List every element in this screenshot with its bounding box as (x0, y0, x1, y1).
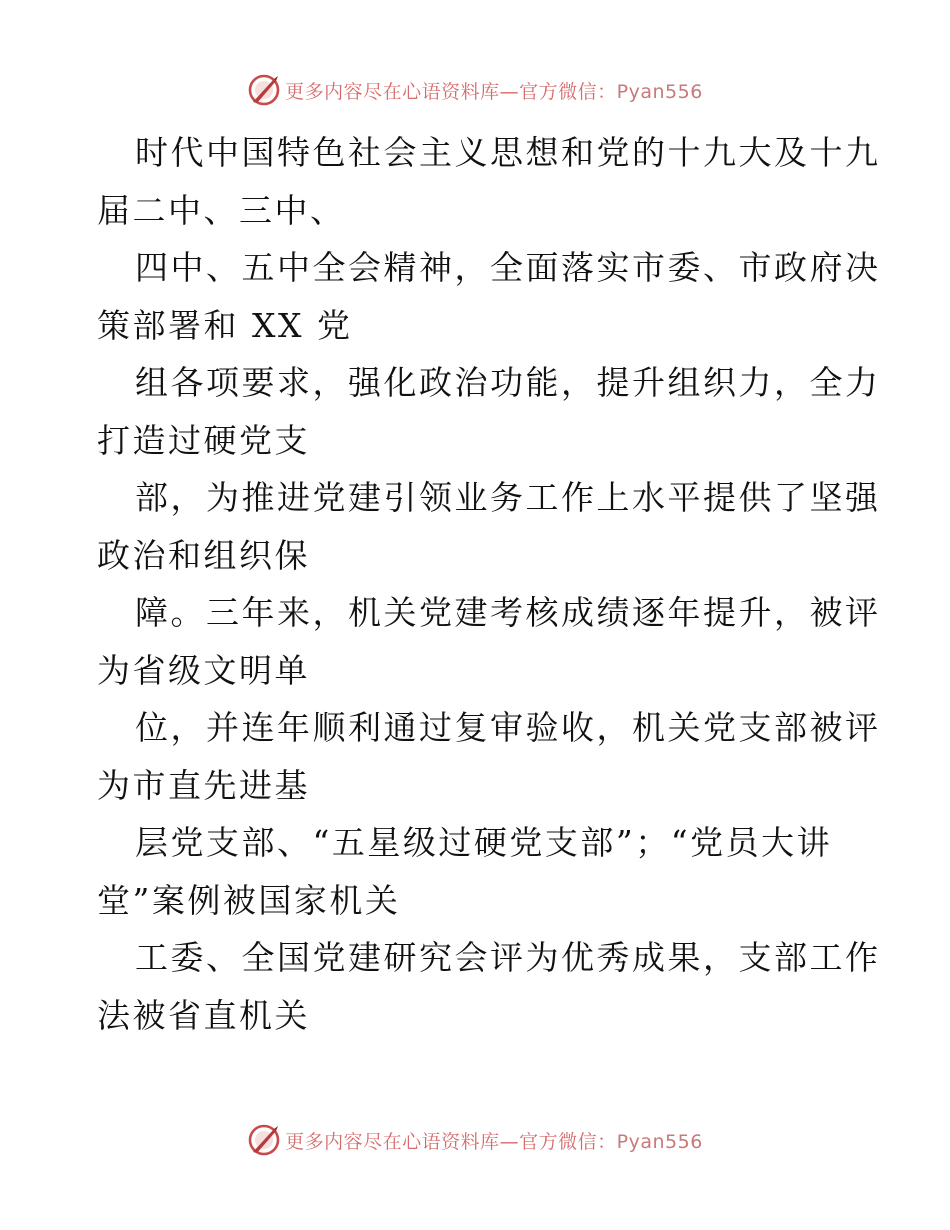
watermark-contact: Pyan556 (616, 1130, 703, 1153)
paragraph-line: 政治和组织保 (97, 535, 310, 575)
paragraph-line: 时代中国特色社会主义思想和党的十九大及十九 (135, 133, 881, 172)
paragraph-line: 策部署和 XX 党 (97, 305, 353, 345)
quill-seal-icon (247, 73, 281, 107)
paragraph-line: 工委、全国党建研究会评为优秀成果，支部工作 (135, 938, 881, 977)
paragraph-line: 为市直先进基 (97, 765, 310, 805)
paragraph-line: 法被省直机关 (97, 995, 310, 1035)
paragraph-line: 位，并连年顺利通过复审验收，机关党支部被评 (135, 708, 881, 747)
paragraph-line: 组各项要求，强化政治功能，提升组织力，全力 (135, 363, 881, 402)
watermark-contact: Pyan556 (616, 80, 703, 103)
footer-watermark (0, 1122, 950, 1158)
quill-seal-icon (247, 1123, 281, 1157)
watermark-text: 更多内容尽在心语资料库—官方微信： (285, 1130, 617, 1153)
document-body (97, 124, 881, 1044)
paragraph-line: 四中、五中全会精神，全面落实市委、市政府决 (135, 248, 881, 287)
watermark-text: 更多内容尽在心语资料库—官方微信： (285, 80, 617, 103)
header-watermark (0, 72, 950, 108)
paragraph-line: 部，为推进党建引领业务工作上水平提供了坚强 (135, 478, 881, 517)
paragraph-line: 堂”案例被国家机关 (97, 880, 401, 920)
paragraph-line: 打造过硬党支 (97, 420, 310, 460)
paragraph-line: 为省级文明单 (97, 650, 310, 690)
paragraph-line: 障。三年来，机关党建考核成绩逐年提升，被评 (135, 593, 881, 632)
paragraph-line: 届二中、三中、 (97, 190, 346, 230)
paragraph-line: 层党支部、“五星级过硬党支部”；“党员大讲 (135, 823, 833, 862)
